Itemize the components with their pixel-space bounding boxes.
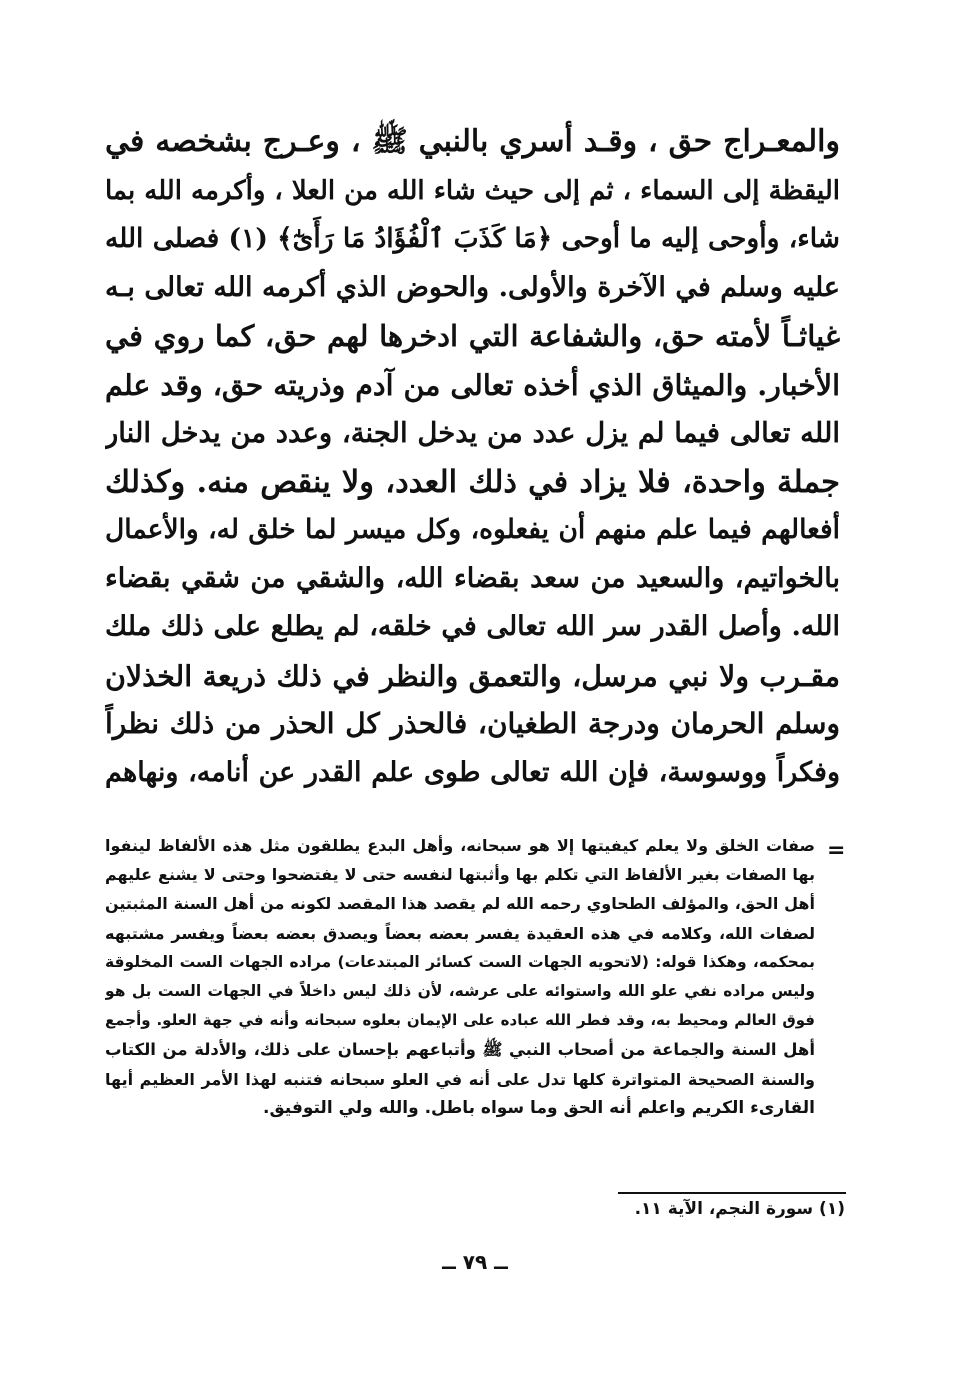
- main-text-line: عليه وسلم في الآخرة والأولى. والحوض الذي أكرمه الله تعالى بـه: [105, 271, 840, 303]
- page-number: ــ ٧٩ ــ: [442, 1250, 508, 1274]
- commentary-line: فوق العالم ومحيط به، وقد فطر الله عباده على الإيمان بعلوه سبحانه وأنه في جهة العلو. وأجمع: [105, 1011, 815, 1030]
- main-text-line: الله. وأصل القدر سر الله تعالى في خلقه، لم يطلع على ذلك ملك: [105, 611, 840, 642]
- main-text-line: أفعالهم فيما علم منهم أن يفعلوه، وكل ميسر لما خلق له، والأعمال: [105, 514, 840, 545]
- main-text-line: والمعـراج حق ، وقـد أسري بالنبي ﷺ ، وعـرج بشخصه في: [105, 124, 840, 159]
- commentary-line: بمحكمه، وهكذا قوله: (لاتحويه الجهات الست كسائر المبتدعات) مراده الجهات الست المخلوقة: [105, 952, 815, 971]
- commentary-line: أهل السنة والجماعة من أصحاب النبي ﷺ وأتباعهم بإحسان على ذلك، والأدلة من الكتاب: [105, 1040, 815, 1060]
- main-text-line: الله تعالى فيما لم يزل عدد من يدخل الجنة، وعدد من يدخل النار: [105, 417, 840, 449]
- main-text-line: الأخبار. والميثاق الذي أخذه تعالى من آدم وذريته حق، وقد علم: [105, 367, 840, 402]
- main-text-line: جملة واحدة، فلا يزاد في ذلك العدد، ولا ينقص منه. وكذلك: [105, 463, 840, 500]
- footnote-reference: (١) سورة النجم، الآية ١١.: [634, 1199, 845, 1219]
- main-text-line: مقـرب ولا نبي مرسل، والتعمق والنظر في ذلك ذريعة الخذلان: [105, 658, 840, 693]
- commentary-line: أهل الحق، والمؤلف الطحاوي رحمه الله لم يقصد هذا المقصد لكونه من أهل السنة المثبتين: [105, 894, 815, 914]
- main-text-line: وسلم الحرمان ودرجة الطغيان، فالحذر كل الحذر من ذلك نظراً: [105, 707, 840, 740]
- main-text-line: غياثـاً لأمته حق، والشفاعة التي ادخرها لهم حق، كما روي في: [105, 319, 840, 353]
- commentary-line: وليس مراده نفي علو الله واستوائه على عرشه، لأن ذلك ليس داخلاً في الجهات الست بل هو: [105, 981, 815, 1000]
- commentary-line: بها الصفات بغير الألفاظ التي تكلم بها وأثبتها لنفسه حتى لا يفتضحوا وحتى لا يشنع عليهم: [105, 865, 815, 885]
- commentary-continuation-mark: =: [827, 838, 846, 863]
- main-text-line: شاء، وأوحى إليه ما أوحى ﴿مَا كَذَبَ ٱلْفُؤَادُ مَا رَأَىٰٓ﴾ (١) فصلى الله: [105, 223, 840, 254]
- commentary-line: القارىء الكريم واعلم أنه الحق وما سواه باطل. والله ولي التوفيق.: [262, 1097, 815, 1118]
- main-text-line: اليقظة إلى السماء ، ثم إلى حيث شاء الله من العلا ، وأكرمه الله بما: [105, 175, 840, 206]
- main-body-text: [105, 118, 840, 797]
- main-text-line: وفكراً ووسوسة، فإن الله تعالى طوى علم القدر عن أنامه، ونهاهم: [105, 756, 840, 788]
- commentary-line: لصفات الله، وكلامه في هذه العقيدة يفسر بعضه بعضاً ويصدق بعضه بعضاً ويفسر مشتبهه: [105, 923, 815, 943]
- commentary-footnote-block: [105, 831, 815, 1123]
- commentary-line: صفات الخلق ولا يعلم كيفيتها إلا هو سبحانه، وأهل البدع يطلقون مثل هذه الألفاظ لينفوا: [105, 836, 815, 855]
- footnote-divider: [618, 1192, 846, 1194]
- main-text-line: بالخواتيم، والسعيد من سعد بقضاء الله، والشقي من شقي بقضاء: [105, 562, 840, 594]
- commentary-line: والسنة الصحيحة المتواترة كلها تدل على أنه في العلو سبحانه فتنبه لهذا الأمر العظيم أيها: [105, 1069, 815, 1089]
